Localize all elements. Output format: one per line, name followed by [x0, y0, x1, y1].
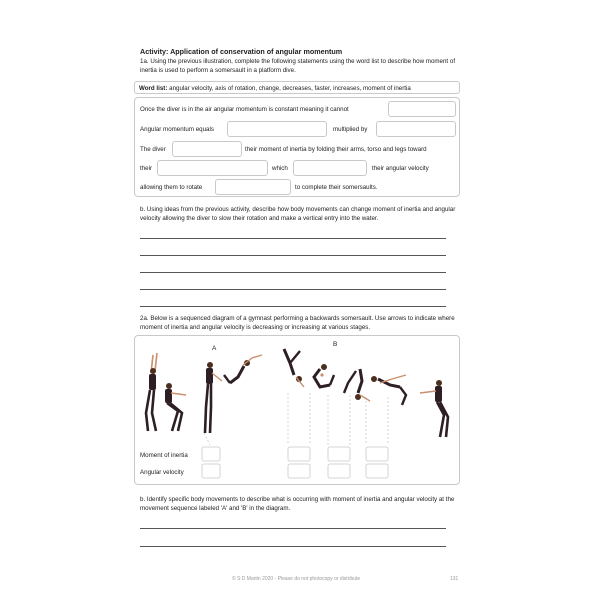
- gymnast-figure-6: [314, 364, 334, 387]
- activity-title: Activity: Application of conservation of angular momentum: [140, 47, 343, 56]
- gymnast-sequence-illustration: [134, 335, 460, 485]
- answer-line[interactable]: [140, 238, 446, 239]
- question-2b: b. Identify specific body movements to describe what is occurring with moment of inertia and angular velocity at the movement sequence labeled 'A' and 'B' in the diagram.: [140, 496, 455, 512]
- blank-6[interactable]: [293, 160, 367, 176]
- blank-1[interactable]: [388, 101, 456, 117]
- gymnast-figure-1: [146, 353, 157, 431]
- guide-lines: [204, 393, 388, 445]
- statement-1-text: Once the diver is in the air angular momentum is constant meaning it cannot: [140, 106, 349, 113]
- gymnast-figure-5: [284, 349, 304, 387]
- statement-2b-text: multiplied by: [333, 126, 368, 133]
- word-list-box: [134, 81, 460, 94]
- answer-boxes-angular-velocity: [202, 464, 388, 478]
- blank-2[interactable]: [227, 121, 327, 137]
- answer-line[interactable]: [140, 546, 446, 547]
- answer-line[interactable]: [140, 272, 446, 273]
- row-label-angular-velocity: Angular velocity: [140, 469, 184, 476]
- question-b: b. Using ideas from the previous activity, describe how body movements can change moment of inertia and angular velocity allowing the diver to slow their rotation and make a vertical entry into the water.: [140, 206, 456, 222]
- question-2a: 2a. Below is a sequenced diagram of a gymnast performing a backwards somersault. Use arrows to indicate where moment of inertia and angular velocity is decreasing or increasing at various stages.: [140, 315, 455, 331]
- answer-line[interactable]: [140, 306, 446, 307]
- footer-copyright: © S D Martin 2020 - Please do not photocopy or distribute: [232, 576, 361, 582]
- answer-line[interactable]: [140, 528, 446, 529]
- gymnast-figure-4: [224, 355, 262, 383]
- answer-line[interactable]: [140, 289, 446, 290]
- statement-4a-text: their: [140, 165, 153, 172]
- blank-5[interactable]: [157, 160, 268, 176]
- word-list-words: angular velocity, axis of rotation, change, decreases, faster, increases, moment of inertia: [169, 85, 411, 92]
- label-b: B: [333, 341, 338, 348]
- word-list-label: Word list:: [139, 85, 168, 92]
- statement-3a-text: The diver: [140, 146, 166, 153]
- answer-line[interactable]: [140, 255, 446, 256]
- gymnast-figure-8: [371, 375, 406, 405]
- blank-3[interactable]: [376, 121, 456, 137]
- statement-4c-text: their angular velocity: [372, 165, 429, 172]
- gymnast-figure-3: [205, 362, 222, 433]
- blank-4[interactable]: [172, 141, 242, 157]
- activity-intro: 1a. Using the previous illustration, complete the following statements using the word list to describe how moment of inertia is used to perform a somersault in a platform dive.: [140, 58, 456, 74]
- footer-page-number: 131: [450, 576, 459, 582]
- gymnast-figure-7: [344, 369, 370, 401]
- statement-5b-text: to complete their somersaults.: [295, 184, 378, 191]
- answer-boxes-moment-of-inertia: [202, 447, 388, 461]
- statement-2a-text: Angular momentum equals: [140, 126, 214, 133]
- statement-3b-text: their moment of inertia by folding their arms, torso and legs toward: [245, 146, 427, 153]
- statement-5a-text: allowing them to rotate: [140, 184, 203, 191]
- row-label-moment-of-inertia: Moment of inertia: [140, 452, 188, 459]
- blank-7[interactable]: [215, 179, 291, 195]
- statement-4b-text: which: [272, 165, 288, 172]
- gymnast-figure-2: [165, 383, 186, 431]
- gymnast-figure-9: [420, 380, 448, 437]
- label-a: A: [212, 345, 217, 352]
